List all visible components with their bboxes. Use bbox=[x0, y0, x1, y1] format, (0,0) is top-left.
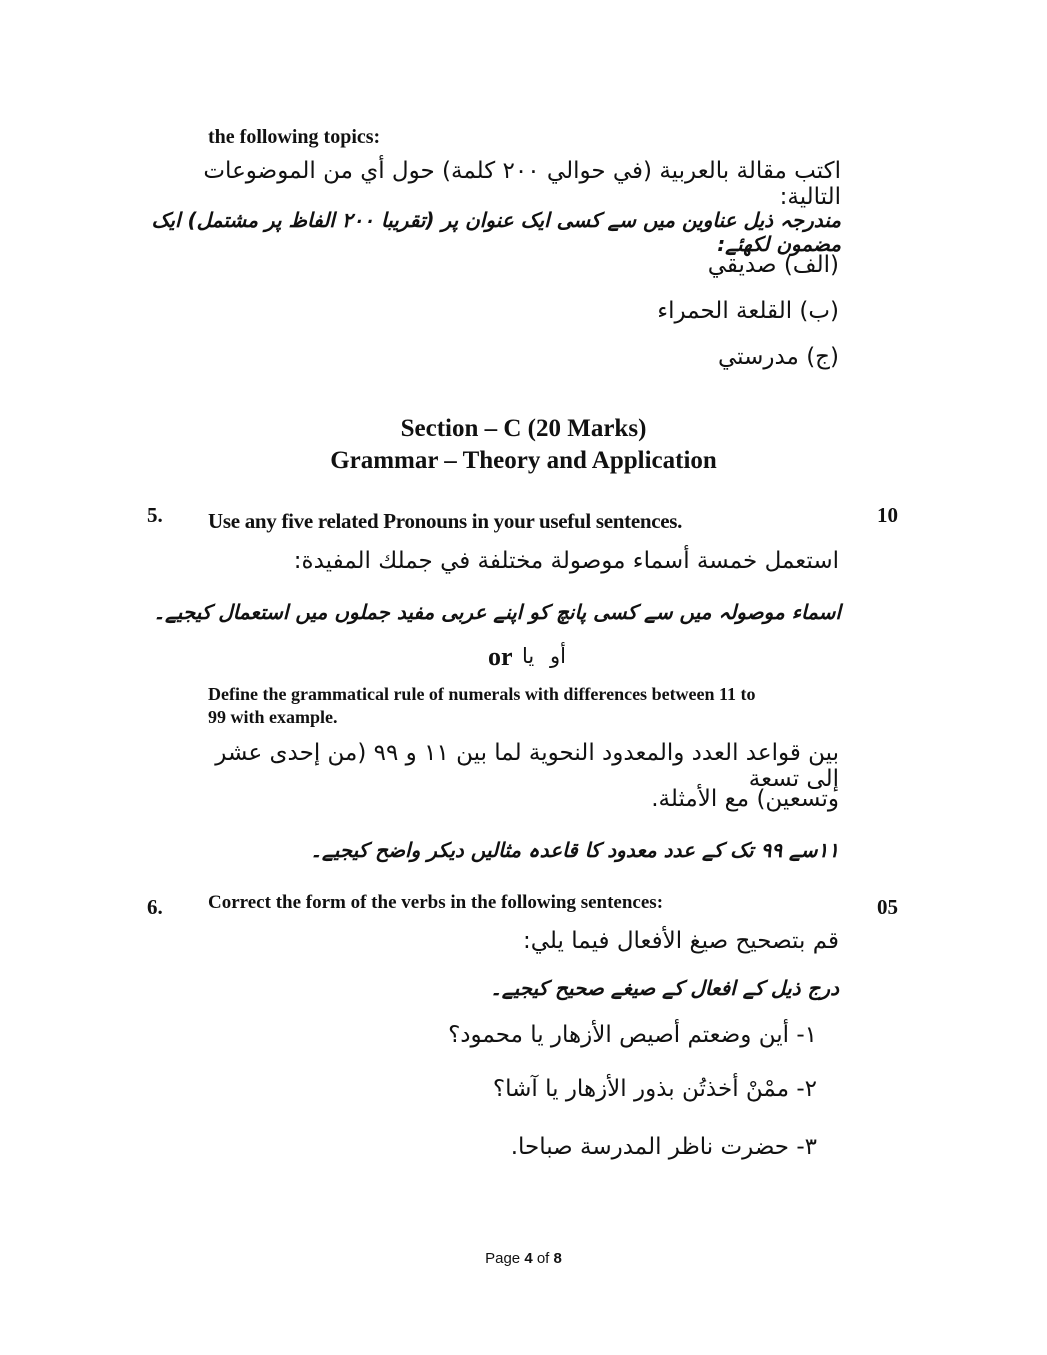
question-6-english: Correct the form of the verbs in the following sentences: bbox=[208, 892, 664, 913]
page-footer bbox=[0, 1250, 1047, 1267]
question-5-arabic: استعمل خمسة أسماء موصولة مختلفة في جملك المفيدة: bbox=[293, 548, 839, 574]
intro-english: the following topics: bbox=[208, 126, 381, 148]
or-separator bbox=[488, 640, 608, 680]
question-5-alt-arabic-1: بين قواعد العدد والمعدود النحوية لما بين ١١ و ٩٩ (من إحدى عشر إلى تسعة bbox=[215, 740, 839, 792]
question-5-alt-english-2: 99 with example. bbox=[208, 707, 338, 727]
option-b: (ب) القلعة الحمراء bbox=[657, 298, 839, 324]
option-a: (الف) صديقي bbox=[707, 252, 839, 278]
question-5-alt-urdu: ۱۱سے ۹۹ تک کے عدد معدود کا قاعدہ مثالیں دیکر واضح کیجیے۔ bbox=[310, 838, 839, 862]
page-total: 8 bbox=[553, 1250, 562, 1267]
section-subtitle: Grammar – Theory and Application bbox=[330, 447, 717, 474]
page-of: of bbox=[536, 1250, 550, 1267]
or-english: or bbox=[488, 642, 513, 671]
question-5-alt-arabic-2: وتسعين) مع الأمثلة. bbox=[651, 786, 839, 812]
option-c: (ج) مدرستي bbox=[718, 344, 839, 370]
question-5-alt-english-1: Define the grammatical rule of numerals with differences between 11 to bbox=[208, 684, 756, 704]
question-5-number: 5. bbox=[147, 503, 163, 527]
or-urdu: یا bbox=[522, 644, 535, 668]
question-6-arabic: قم بتصحيح صيغ الأفعال فيما يلي: bbox=[523, 928, 839, 954]
question-5-urdu: اسماء موصولہ میں سے کسی پانچ کو اپنے عربی مفید جملوں میں استعمال کیجیے۔ bbox=[153, 600, 841, 624]
page-label: Page bbox=[485, 1250, 521, 1267]
intro-arabic: اكتب مقالة بالعربية (في حوالي ٢٠٠ كلمة) حول أي من الموضوعات التالية: bbox=[203, 158, 841, 210]
question-6-item-2: ٢- ممْنْ أخذتُن بذور الأزهار يا آشا؟ bbox=[492, 1076, 817, 1102]
question-6-item-3: ٣- حضرت ناظر المدرسة صباحا. bbox=[510, 1134, 817, 1160]
question-6-item-1: ١- أين وضعتم أصيص الأزهار يا محمود؟ bbox=[448, 1022, 817, 1048]
question-6-marks: 05 bbox=[877, 895, 898, 919]
question-6-urdu: درج ذیل کے افعال کے صیغے صحیح کیجیے۔ bbox=[490, 976, 839, 1000]
question-5-marks: 10 bbox=[877, 503, 898, 527]
question-5-english: Use any five related Pronouns in your useful sentences. bbox=[208, 509, 683, 533]
intro-urdu: مندرجہ ذیل عناوین میں سے کسی ایک عنوان پر (تقریبا ۲۰۰ الفاظ پر مشتمل) ایک مضمون لکھئے: bbox=[151, 208, 841, 256]
or-arabic: أو bbox=[550, 644, 566, 668]
page-current: 4 bbox=[524, 1250, 533, 1267]
question-6-number: 6. bbox=[147, 895, 163, 919]
section-title: Section – C (20 Marks) bbox=[400, 415, 647, 442]
